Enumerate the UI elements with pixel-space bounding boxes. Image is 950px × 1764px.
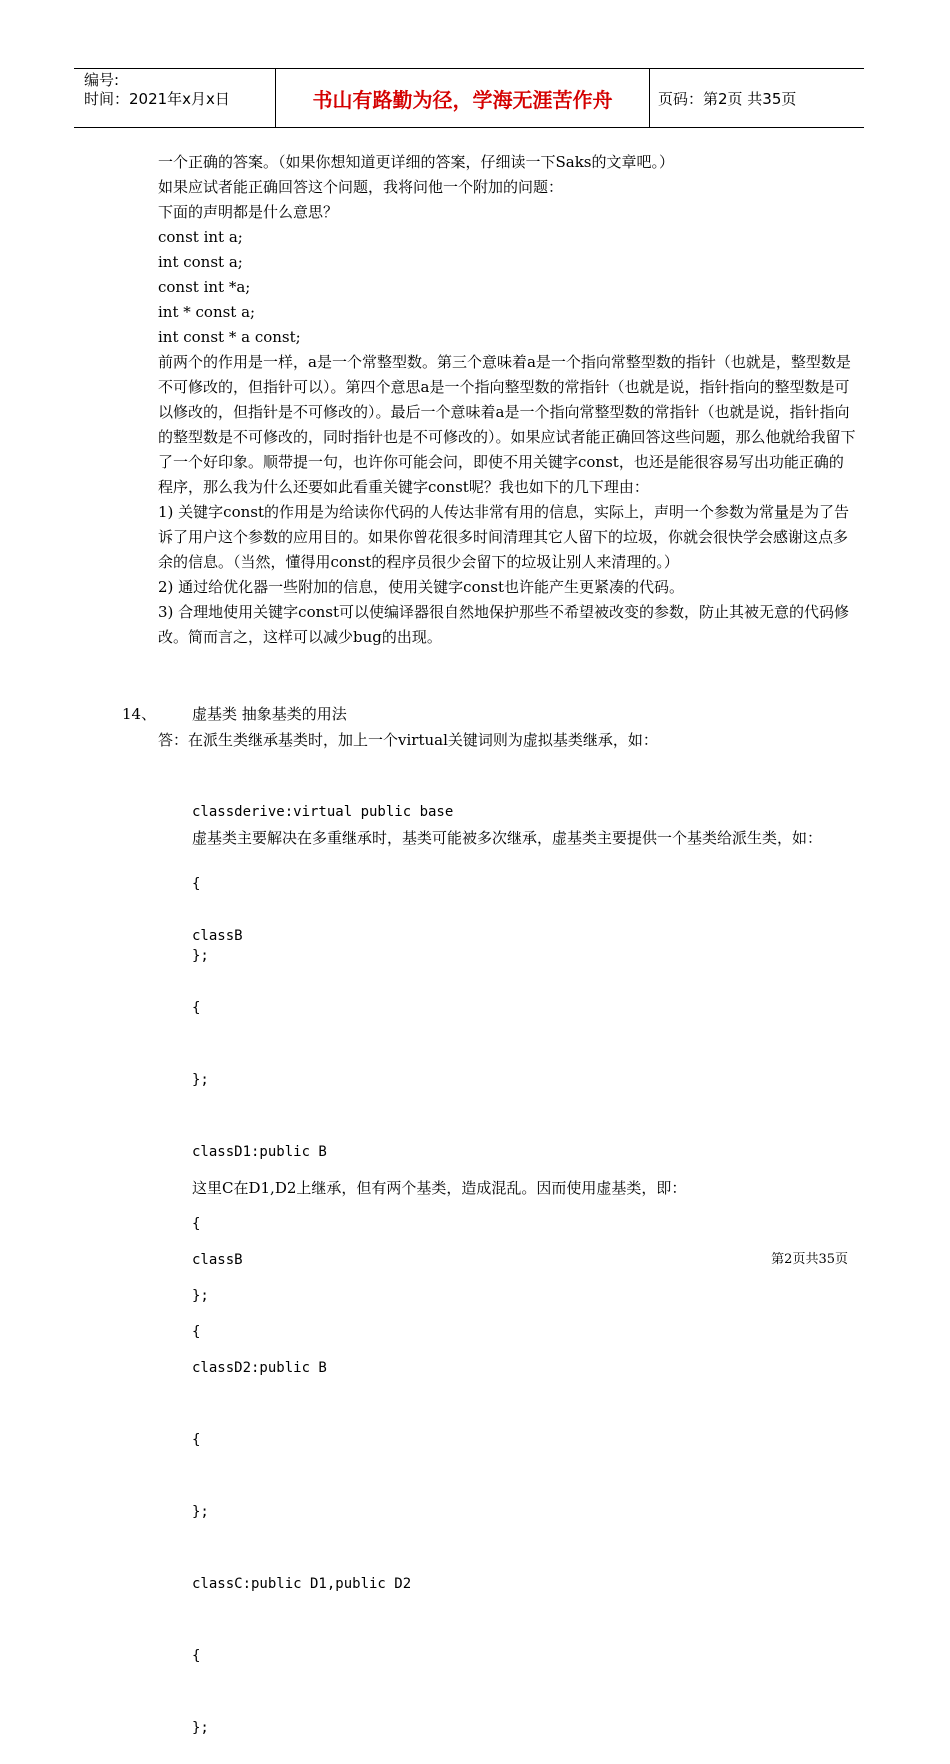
paragraph: 前两个的作用是一样，a是一个常整型数。第三个意味着a是一个指向常整型数的指针（也就是，整型数是不可修改的，但指针可以）。第四个意思a是一个指向整型数的常指针（也就是说，指针指向的整型数是可以修改的，但指针是不可修改的）。最后一个意味着a是一个指向常整型数的常指针（也就是说，指针指向的整型数是不可修改的，同时指针也是不可修改的）。如果应试者能正确回答这些问题，那么他就给我留下了一个好印象。顺带提一句，也许你可能会问，即使不用关键字const，也还是能很容易写出功能正确的程序，那么我为什么还要如此看重关键字const呢？我也如下的几下理由： — [158, 353, 856, 496]
code-line: const int a; — [158, 228, 243, 246]
answer-line: 答：在派生类继承基类时，加上一个virtual关键词则为虚拟基类继承，如： — [158, 731, 658, 749]
section-number: 14、 — [122, 705, 157, 723]
code-line: classD2:public B — [192, 1360, 327, 1376]
code-line: { — [192, 1432, 201, 1448]
section-title: 虚基类 抽象基类的用法 — [192, 705, 347, 723]
reason-1: 1) 关键字const的作用是为给读你代码的人传达非常有用的信息，实际上，声明一个参数为常量是为了告诉了用户这个参数的应用目的。如果你曾花很多时间清理其它人留下的垃圾，你就会很快学会感谢这点多余的信息。（当然，懂得用const的程序员很少会留下的垃圾让别人来清理的。） — [158, 503, 849, 571]
page-header — [74, 68, 864, 128]
code-line: }; — [192, 1072, 209, 1088]
reason-2: 2) 通过给优化器一些附加的信息，使用关键字const也许能产生更紧凑的代码。 — [158, 578, 684, 596]
header-motto: 书山有路勤为径，学海无涯苦作舟 — [276, 69, 650, 127]
code-line: classB — [192, 928, 243, 944]
code-line: { — [192, 1216, 201, 1232]
code-line: classC:public D1,public D2 — [192, 1576, 412, 1592]
code-line: classB — [192, 1252, 243, 1268]
code-line: classD1:public B — [192, 1144, 327, 1160]
reason-3: 3) 合理地使用关键字const可以使编译器很自然地保护那些不希望被改变的参数，防止其被无意的代码修改。简而言之，这样可以减少bug的出现。 — [158, 603, 849, 646]
code-line: }; — [192, 1720, 209, 1736]
code-line: }; — [192, 1288, 209, 1304]
code-line: classderive:virtual public base — [192, 804, 454, 820]
body-line: 下面的声明都是什么意思？ — [158, 203, 339, 221]
body-line: 一个正确的答案。（如果你想知道更详细的答案，仔细读一下Saks的文章吧。） — [158, 153, 675, 171]
explain-paragraph: 虚基类主要解决在多重继承时，基类可能被多次继承，虚基类主要提供一个基类给派生类，如： — [192, 829, 823, 847]
time-label: 时间：2021年x月x日 — [84, 90, 230, 108]
code-line: { — [192, 1324, 201, 1340]
code-line: int * const a; — [158, 303, 256, 321]
code-block-3 — [192, 1200, 243, 1368]
body-line: 如果应试者能正确回答这个问题，我将问他一个附加的问题： — [158, 178, 564, 196]
code-line: int const a; — [158, 253, 243, 271]
code-line: { — [192, 876, 201, 892]
explain-2: 这里C在D1,D2上继承，但有两个基类，造成混乱。因而使用虚基类，即： — [192, 1179, 687, 1197]
page-footer: 第2页共35页 — [771, 1252, 848, 1267]
section-heading — [122, 703, 347, 725]
header-meta — [74, 69, 276, 127]
code-line: { — [192, 1000, 201, 1016]
code-line: int const * a const; — [158, 328, 301, 346]
code-line: { — [192, 1648, 201, 1664]
number-label: 编号: — [84, 71, 120, 89]
code-line: const int *a; — [158, 278, 251, 296]
code-line: }; — [192, 1504, 209, 1520]
header-page-info: 页码：第2页 共35页 — [658, 89, 797, 108]
code-line: }; — [192, 948, 209, 964]
body-content — [158, 150, 858, 650]
